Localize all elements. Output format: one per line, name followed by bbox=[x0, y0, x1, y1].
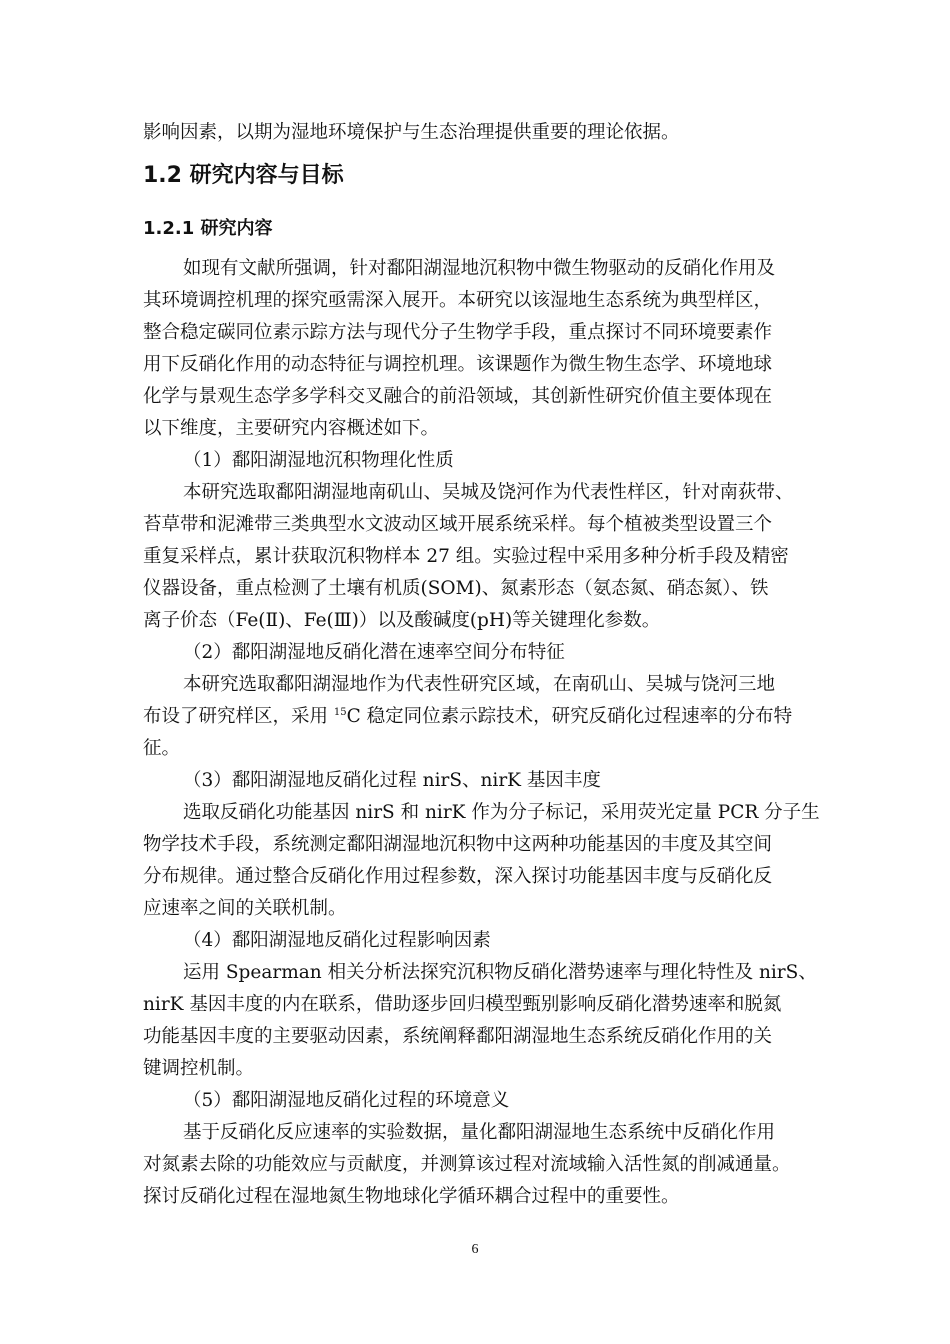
item-2-line: 本研究选取鄱阳湖湿地作为代表性研究区域，在南矶山、吴城与饶河三地 bbox=[183, 674, 776, 695]
page-number: 6 bbox=[471, 1242, 479, 1257]
item-3-line: 选取反硝化功能基因 nirS 和 nirK 作为分子标记，采用荧光定量 PCR 分子生 bbox=[183, 802, 820, 823]
item-4-line: nirK 基因丰度的内在联系，借助逐步回归模型甄别影响反硝化潜势速率和脱氮 bbox=[143, 994, 782, 1015]
paragraph-line: 以下维度，主要研究内容概述如下。 bbox=[143, 418, 440, 439]
item-4-line: 运用 Spearman 相关分析法探究沉积物反硝化潜势速率与理化特性及 nirS、 bbox=[183, 962, 817, 983]
paragraph-line: 如现有文献所强调，针对鄱阳湖湿地沉积物中微生物驱动的反硝化作用及 bbox=[183, 258, 776, 279]
item-1-line: 仪器设备，重点检测了土壤有机质(SOM)、氮素形态（氨态氮、硝态氮）、铁 bbox=[143, 578, 769, 599]
subsection-heading: 1.2.1 研究内容 bbox=[143, 218, 273, 239]
item-3-line: 物学技术手段，系统测定鄱阳湖湿地沉积物中这两种功能基因的丰度及其空间 bbox=[143, 834, 773, 855]
item-4-title: （4）鄱阳湖湿地反硝化过程影响因素 bbox=[183, 930, 491, 951]
item-5-line: 基于反硝化反应速率的实验数据，量化鄱阳湖湿地生态系统中反硝化作用 bbox=[183, 1122, 776, 1143]
item-3-line: 应速率之间的关联机制。 bbox=[143, 898, 347, 919]
item-3-title: （3）鄱阳湖湿地反硝化过程 nirS、nirK 基因丰度 bbox=[183, 770, 601, 791]
item-2-line bbox=[143, 704, 792, 730]
item-4-line: 键调控机制。 bbox=[143, 1058, 255, 1079]
item-1-line: 本研究选取鄱阳湖湿地南矶山、吴城及饶河作为代表性样区，针对南荻带、 bbox=[183, 482, 794, 503]
intro-tail-text: 影响因素，以期为湿地环境保护与生态治理提供重要的理论依据。 bbox=[143, 122, 680, 143]
item-5-line: 探讨反硝化过程在湿地氮生物地球化学循环耦合过程中的重要性。 bbox=[143, 1186, 680, 1207]
item-1-line: 重复采样点，累计获取沉积物样本 27 组。实验过程中采用多种分析手段及精密 bbox=[143, 546, 789, 567]
paragraph-line: 整合稳定碳同位素示踪方法与现代分子生物学手段，重点探讨不同环境要素作 bbox=[143, 322, 773, 343]
item-3-line: 分布规律。通过整合反硝化作用过程参数，深入探讨功能基因丰度与反硝化反 bbox=[143, 866, 773, 887]
paragraph-line: 化学与景观生态学多学科交叉融合的前沿领域，其创新性研究价值主要体现在 bbox=[143, 386, 773, 407]
item-2-line: 征。 bbox=[143, 738, 181, 759]
section-heading: 1.2 研究内容与目标 bbox=[143, 163, 344, 188]
isotope-superscript: 15 bbox=[333, 706, 347, 718]
paragraph-line: 用下反硝化作用的动态特征与调控机理。该课题作为微生物生态学、环境地球 bbox=[143, 354, 773, 375]
item-1-line: 离子价态（Fe(Ⅱ)、Fe(Ⅲ)）以及酸碱度(pH)等关键理化参数。 bbox=[143, 610, 661, 631]
item-1-line: 苔草带和泥滩带三类典型水文波动区域开展系统采样。每个植被类型设置三个 bbox=[143, 514, 773, 535]
item-4-line: 功能基因丰度的主要驱动因素，系统阐释鄱阳湖湿地生态系统反硝化作用的关 bbox=[143, 1026, 773, 1047]
item-1-title: （1）鄱阳湖湿地沉积物理化性质 bbox=[183, 450, 454, 471]
item-5-title: （5）鄱阳湖湿地反硝化过程的环境意义 bbox=[183, 1090, 510, 1111]
item-2-title: （2）鄱阳湖湿地反硝化潜在速率空间分布特征 bbox=[183, 642, 565, 663]
item-5-line: 对氮素去除的功能效应与贡献度，并测算该过程对流域输入活性氮的削减通量。 bbox=[143, 1154, 791, 1175]
item-2-line-pre: 布设了研究样区，采用 bbox=[143, 706, 334, 727]
item-2-line-post: C 稳定同位素示踪技术，研究反硝化过程速率的分布特 bbox=[346, 706, 793, 727]
paragraph-line: 其环境调控机理的探究亟需深入展开。本研究以该湿地生态系统为典型样区， bbox=[143, 290, 773, 311]
